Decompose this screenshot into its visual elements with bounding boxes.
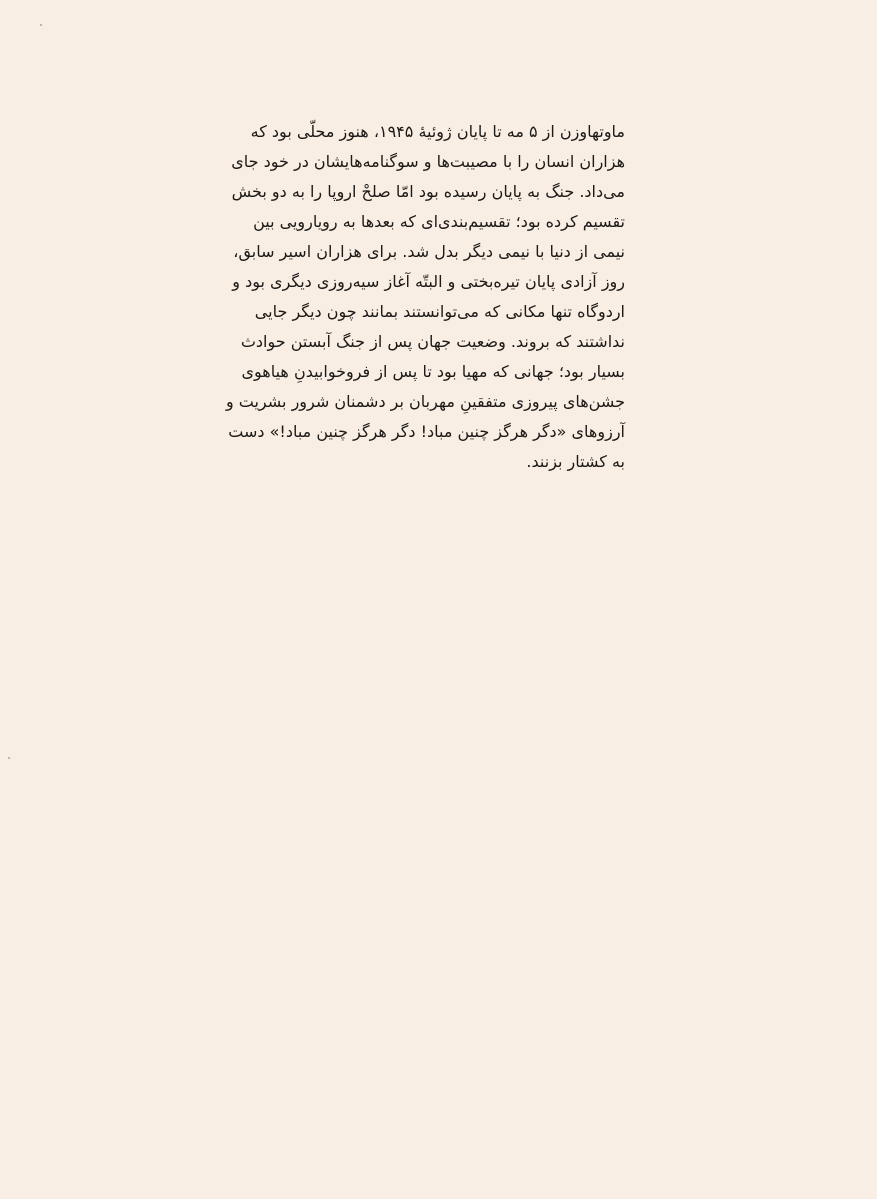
paragraph-line: روز آزادی پایان تیره‌بختی و البتّه آغاز سیه‌روزی دیگری بود و <box>232 272 625 291</box>
paper-speck <box>40 24 42 26</box>
paragraph-line: می‌داد. جنگ به پایان رسیده بود امّا صلحْ اروپا را به دو بخش <box>231 182 625 201</box>
paragraph-line: جشن‌های پیروزی متفقینِ مهربان بر دشمنان شرور بشریت و <box>225 392 625 411</box>
paragraph-line: هزاران انسان را با مصیبت‌ها و سوگنامه‌هایشان در خود جای <box>231 152 625 171</box>
body-paragraph <box>225 117 625 477</box>
paragraph-line: نداشتند که بروند. وضعیت جهان پس از جنگ آبستن حوادث <box>240 332 625 351</box>
paper-speck <box>8 757 10 759</box>
paragraph-line: ماوتهاوزن از ۵ مه تا پایان ژوئیهٔ ۱۹۴۵، هنوز محلّی بود که <box>250 122 625 141</box>
paragraph-line: تقسیم کرده بود؛ تقسیم‌بندی‌ای که بعدها به رویارویی بین <box>253 212 625 231</box>
paragraph-line: بسیار بود؛ جهانی که مهیا بود تا پس از فروخوابیدنِ هیاهوی <box>241 362 625 381</box>
paragraph-line: به کشتار بزنند. <box>526 452 625 471</box>
paragraph-line: نیمی از دنیا با نیمی دیگر بدل شد. برای هزاران اسیر سابق، <box>233 242 625 261</box>
paragraph-line: اردوگاه تنها مکانی که می‌توانستند بمانند چون دیگر جایی <box>254 302 625 321</box>
paragraph-line: آرزوهای «دگر هرگز چنین مباد! دگر هرگز چنین مباد!» دست <box>228 422 625 441</box>
